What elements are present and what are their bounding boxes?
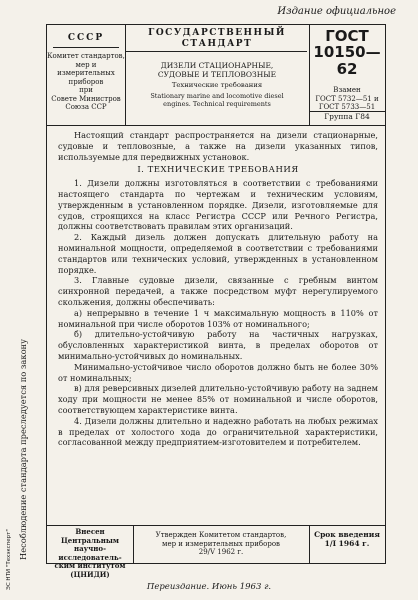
introduced-by-block [47, 528, 133, 579]
paragraph: в) для реверсивных дизелей длительно-устойчивую работу на заднем ходу при мощности не менее 85% от номинальной и числе оборотов, соответствующем характеристике винта. [58, 383, 378, 415]
paragraph: 3. Главные судовые дизели, связанные с гребным винтом синхронной передачей, а также посредством муфт нерегулируемого скольжения, должны обеспечивать: [58, 275, 378, 307]
committee-line: Союза ССР [65, 103, 107, 111]
paragraph: 2. Каждый дизель должен допускать длительную работу на номинальной мощности, определяемой в соответствии с требованиями стандартов или технических условий, утвержденных в установленном порядке. [58, 232, 378, 275]
introduced-by-line: (ЦНИДИ) [70, 569, 110, 579]
issuer-divider [53, 47, 119, 48]
committee-line: Совете Министров [51, 94, 121, 103]
paragraph: а) непрерывно в течение 1 ч максимальную мощность в 110% от номинальной при числе оборотов 103% от номинального; [58, 307, 378, 329]
effective-date-block [309, 531, 385, 548]
title-en-line: Stationary marine and locomotive diesel [150, 91, 284, 100]
paragraph: Минимально-устойчивое число оборотов должно быть не более 30% от номинальных; [58, 361, 378, 383]
group-code: Группа Г84 [324, 112, 370, 121]
paragraph: 4. Дизели должны длительно и надежно работать на любых режимах в пределах от холостого хода до ограничительной характеристики, согласованной между предприятием-изготовителем и потребителем. [58, 415, 378, 448]
replaces-line: ГОСТ 5732—51 и [315, 94, 379, 103]
effective-label: Срок введения [314, 530, 380, 539]
header-divider [47, 125, 385, 126]
effective-date: 1/I 1964 г. [324, 538, 370, 548]
committee-line: мер и измерительных [57, 60, 115, 77]
standard-type-line1: ГОСУДАРСТВЕННЫЙ [148, 28, 286, 38]
subtitle-ru: Технические требования [171, 81, 263, 89]
committee-line: при [79, 86, 93, 94]
intro-paragraph: Настоящий стандарт распространяется на дизели стационарные, судовые и тепловозные, а также на дизели указанных типов, используемые для передвижных установок. [58, 130, 378, 162]
gost-label: ГОСТ [325, 27, 369, 45]
title-ru-line: ДИЗЕЛИ СТАЦИОНАРНЫЕ, [160, 61, 274, 70]
issuer-block [47, 33, 125, 112]
gost-number: 10150—62 [313, 43, 381, 78]
country-label: СССР [67, 33, 105, 43]
footer-divider [47, 525, 385, 526]
committee-line: Комитет стандартов, [47, 52, 125, 60]
committee-line: приборов [68, 77, 104, 86]
legal-side-note: Несоблюдение стандарта преследуется по закону [18, 339, 28, 560]
section-title: I. ТЕХНИЧЕСКИЕ ТРЕБОВАНИЯ [137, 165, 299, 176]
title-en-line: engines. Technical requirements [163, 100, 271, 108]
standard-type-line2: СТАНДАРТ [181, 39, 253, 49]
publisher-side-note: ЭС НТИ "Техэксперт" [6, 529, 12, 590]
paragraph: б) длительно-устойчивую работу на частичных нагрузках, обусловленных характеристикой винта, в пределах оборотов от минимально-устойчивых до номинальных. [58, 329, 378, 361]
document-body [58, 130, 378, 448]
approved-by-block [133, 531, 309, 557]
introduced-by-line: Внесен Центральным [60, 527, 120, 545]
introduced-by-line: ским институтом [54, 561, 126, 570]
approved-by-line: Утвержден Комитетом стандартов, [155, 531, 287, 539]
replaces-line: ГОСТ 5733—51 [318, 103, 376, 111]
approved-by-line: мер и измерительных приборов [162, 539, 280, 548]
reprint-note: Переиздание. Июнь 1963 г. [146, 582, 272, 592]
introduced-by-line: научно-исследователь- [58, 544, 122, 562]
edition-note: Издание официальное [277, 6, 396, 17]
paragraph: 1. Дизели должны изготовляться в соответствии с требованиями настоящего стандарта по чертежам и техническим условиям, утвержденным в установленном порядке. Дизели, изготовляемые для судов, строящихся на класс Регистра СССР или Речного Регистра, должны соответствовать правилам этих организаций. [58, 178, 378, 232]
standard-title-block [125, 28, 309, 109]
gost-block [309, 29, 385, 112]
approved-by-line: 29/V 1962 г. [198, 548, 244, 556]
replaces-label: Взамен [333, 86, 361, 94]
title-ru-line: СУДОВЫЕ И ТЕПЛОВОЗНЫЕ [157, 69, 277, 79]
